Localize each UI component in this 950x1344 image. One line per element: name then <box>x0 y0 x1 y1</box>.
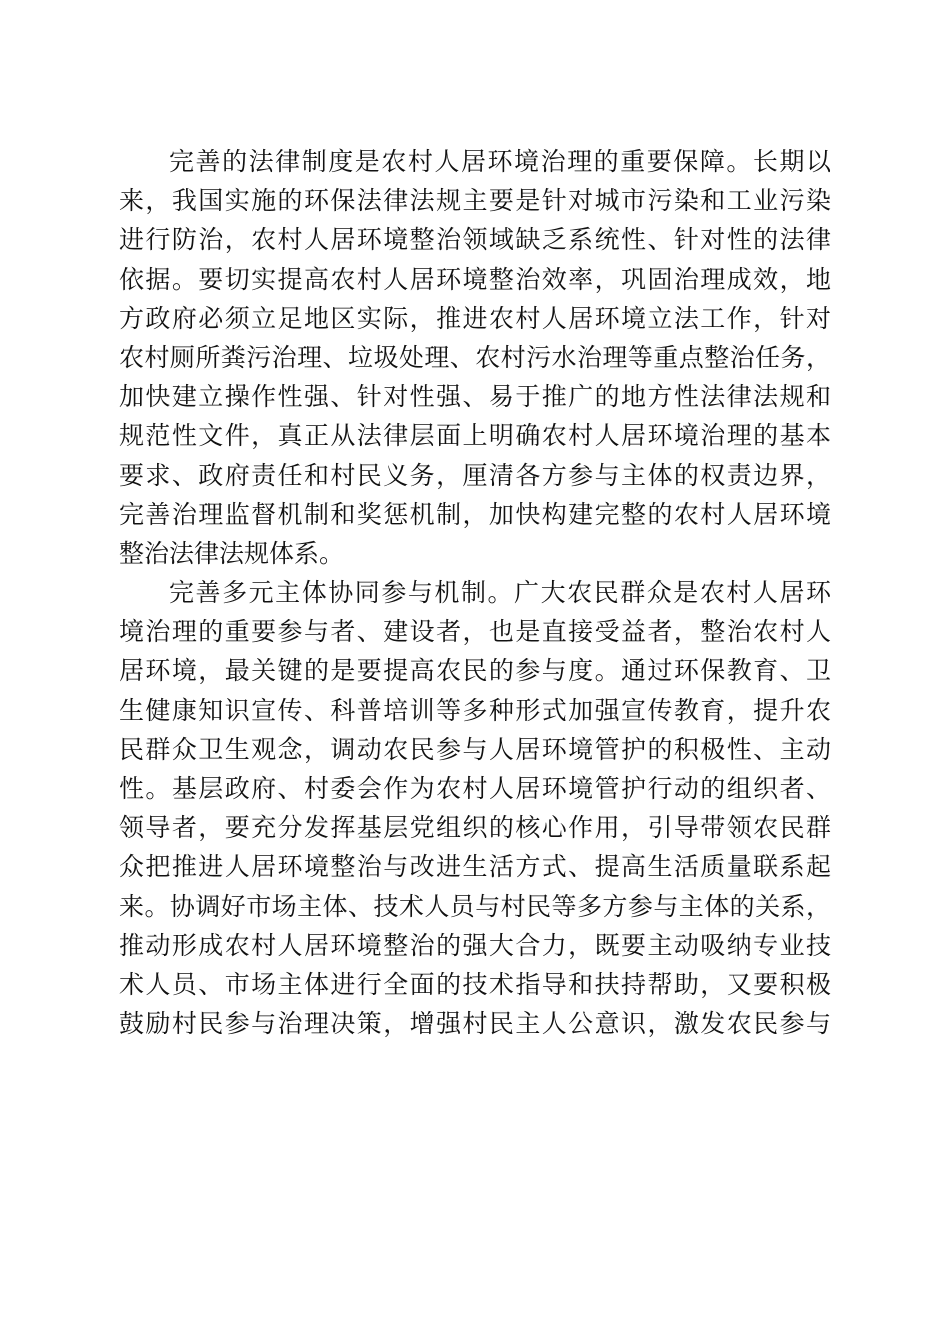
text-line: 方政府必须立足地区实际，推进农村人居环境立法工作，针对 <box>119 303 831 333</box>
text-line: 要求、政府责任和村民义务，厘清各方参与主体的权责边界， <box>119 460 831 490</box>
text-line: 居环境，最关键的是要提高农民的参与度。通过环保教育、卫 <box>119 656 831 686</box>
text-line: 性。基层政府、村委会作为农村人居环境管护行动的组织者、 <box>119 774 831 803</box>
text-line: 术人员、市场主体进行全面的技术指导和扶持帮助，又要积极 <box>119 969 831 999</box>
text-line: 加快建立操作性强、针对性强、易于推广的地方性法律法规和 <box>119 382 831 412</box>
text-line: 推动形成农村人居环境整治的强大合力，既要主动吸纳专业技 <box>119 930 831 960</box>
text-line: 民群众卫生观念，调动农民参与人居环境管护的积极性、主动 <box>119 734 831 764</box>
text-line: 规范性文件，真正从法律层面上明确农村人居环境治理的基本 <box>119 421 831 451</box>
text-line: 完善的法律制度是农村人居环境治理的重要保障。长期以 <box>169 147 831 176</box>
paragraph-legal-system <box>119 142 831 573</box>
text-line: 来，我国实施的环保法律法规主要是针对城市污染和工业污染 <box>119 186 831 216</box>
document-body <box>119 142 831 1043</box>
text-line: 众把推进人居环境整治与改进生活方式、提高生活质量联系起 <box>119 852 831 882</box>
paragraph-multi-stakeholder <box>119 573 831 1043</box>
text-line: 依据。要切实提高农村人居环境整治效率，巩固治理成效，地 <box>119 264 831 294</box>
text-line: 来。协调好市场主体、技术人员与村民等多方参与主体的关系， <box>119 891 831 921</box>
text-line: 鼓励村民参与治理决策，增强村民主人公意识，激发农民参与 <box>119 1009 831 1039</box>
text-line: 整治法律法规体系。 <box>119 538 345 568</box>
text-line: 农村厕所粪污治理、垃圾处理、农村污水治理等重点整治任务， <box>119 342 831 372</box>
text-line: 进行防治，农村人居环境整治领域缺乏系统性、针对性的法律 <box>119 225 831 255</box>
text-line: 完善多元主体协同参与机制。广大农民群众是农村人居环 <box>169 578 831 608</box>
text-line: 境治理的重要参与者、建设者，也是直接受益者，整治农村人 <box>119 617 831 647</box>
text-line: 领导者，要充分发挥基层党组织的核心作用，引导带领农民群 <box>119 813 831 843</box>
text-line: 完善治理监督机制和奖惩机制，加快构建完整的农村人居环境 <box>119 499 831 529</box>
text-line: 生健康知识宣传、科普培训等多种形式加强宣传教育，提升农 <box>119 695 831 725</box>
